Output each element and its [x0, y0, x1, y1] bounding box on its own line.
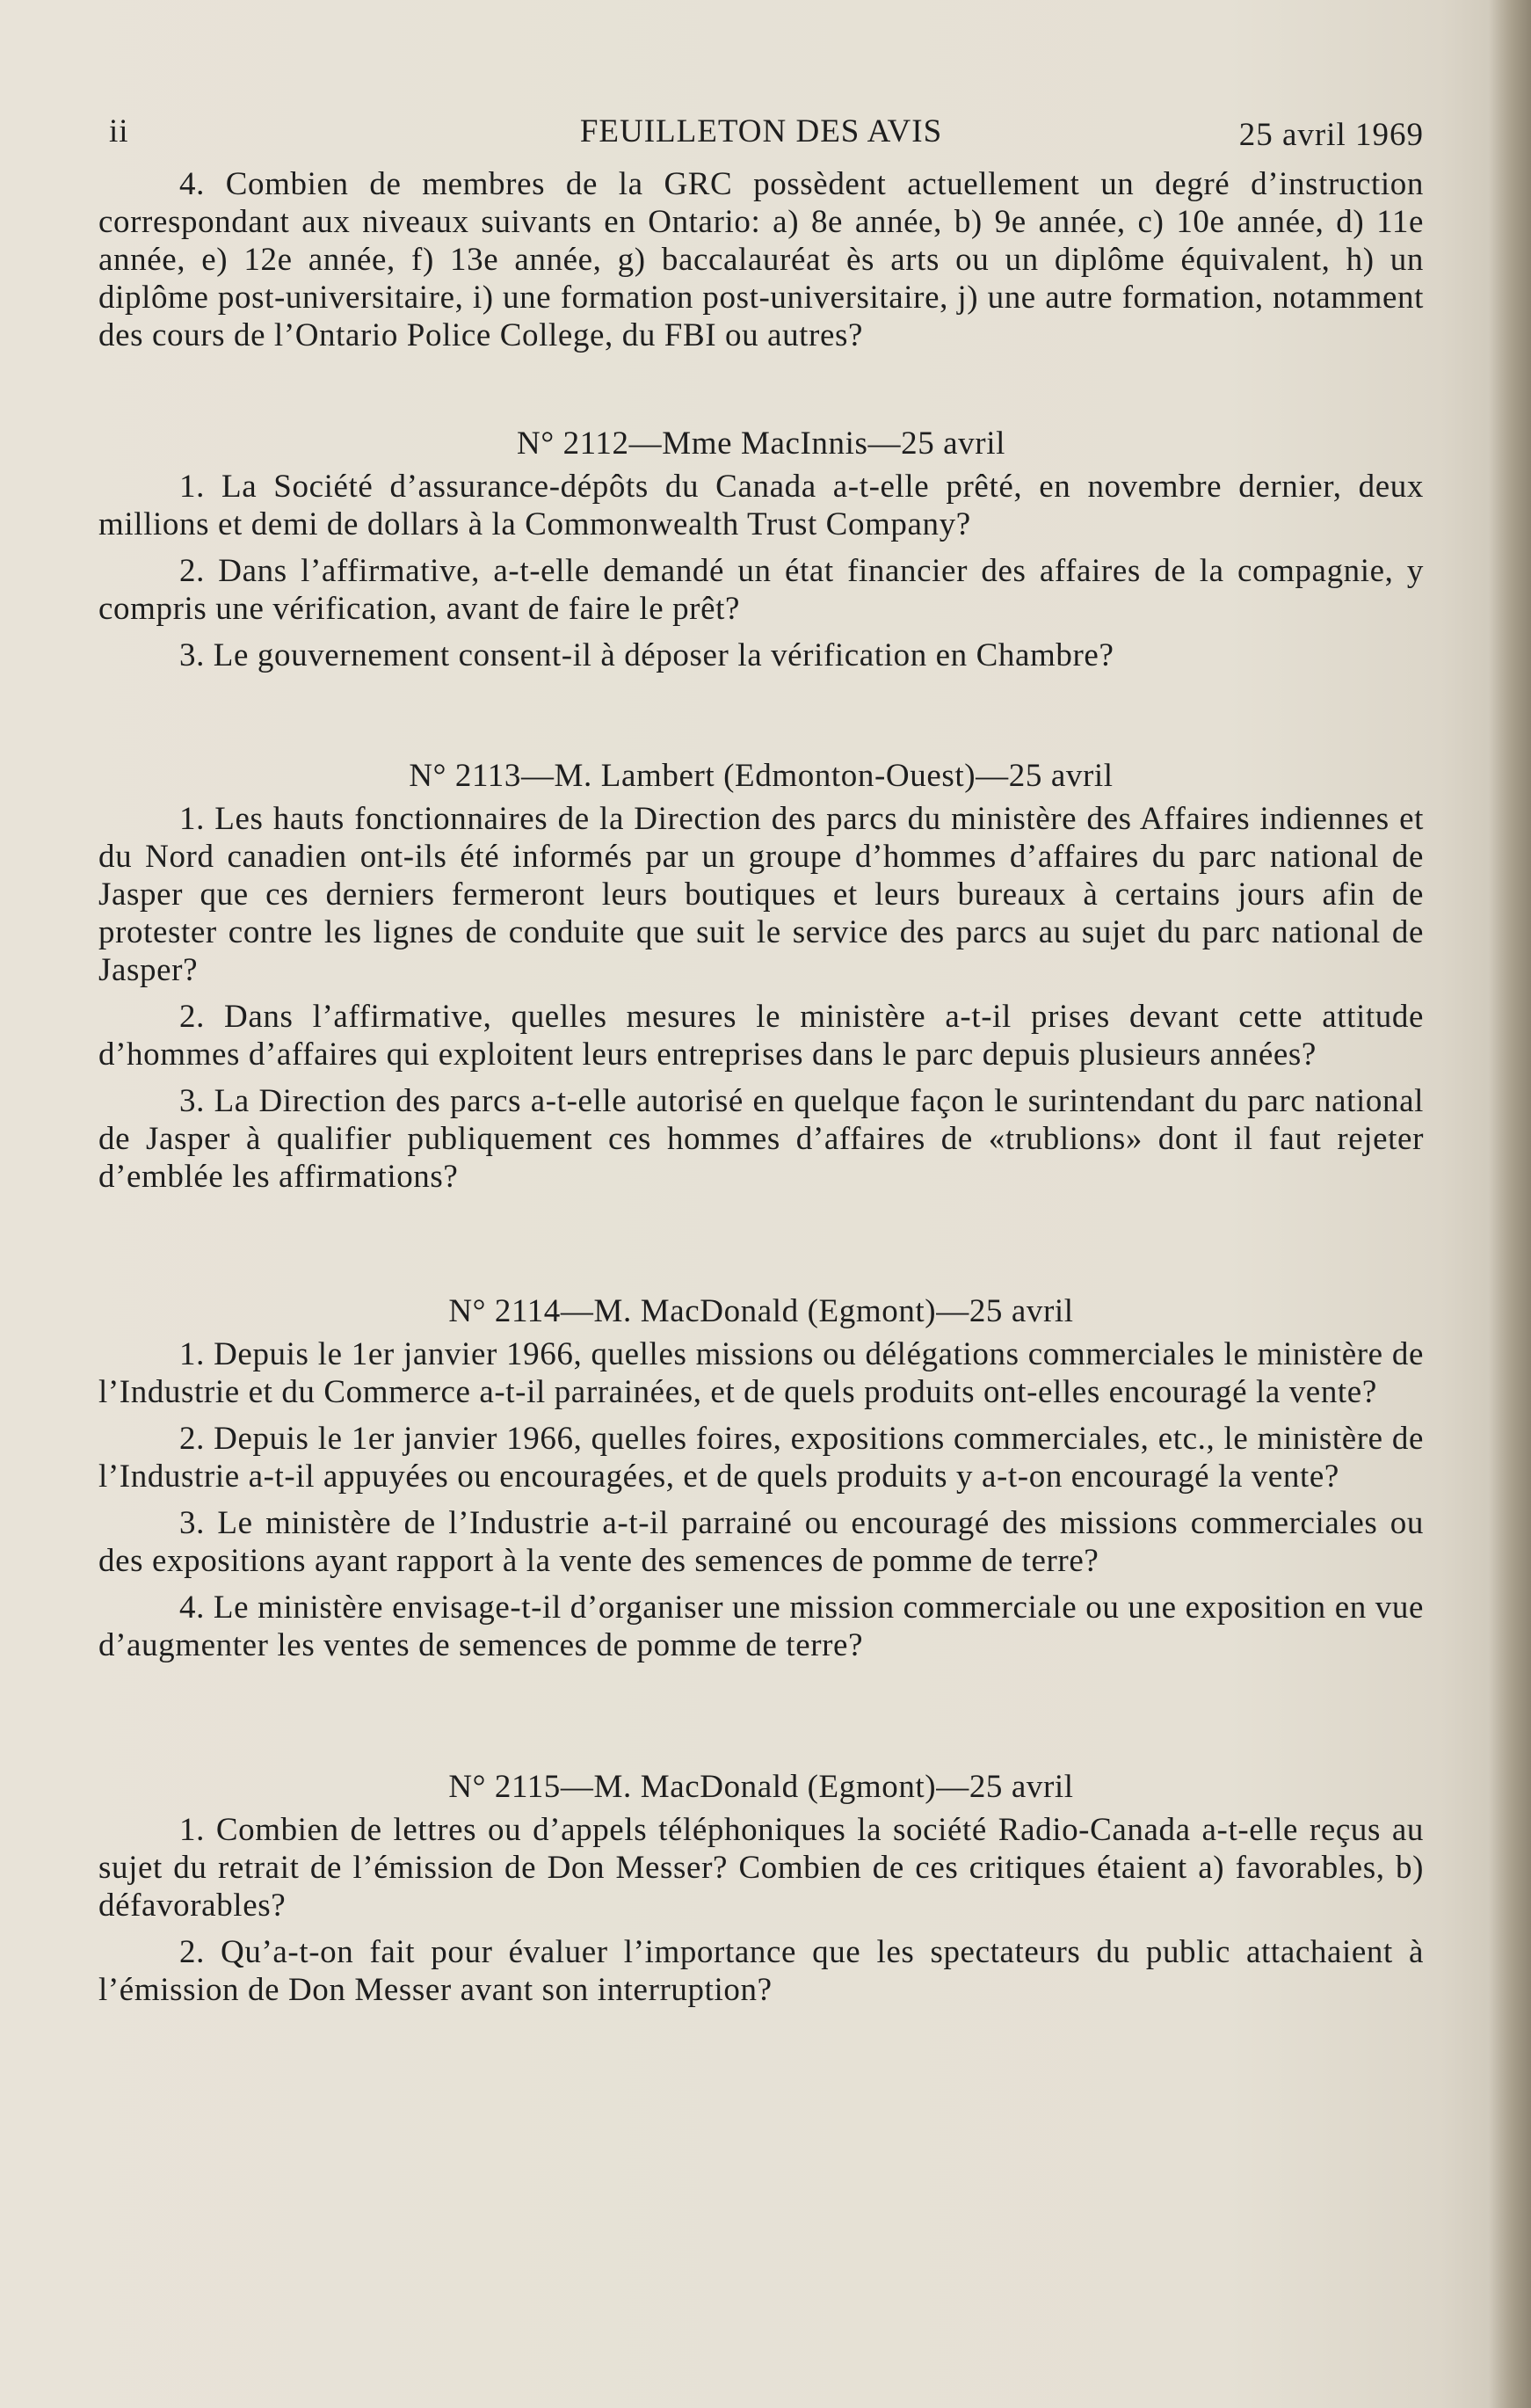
question-item: 2. Depuis le 1er janvier 1966, quelles foires, expositions commerciales, etc., le ministère de l’Industrie a-t-il appuyées ou encouragées, et de quels produits y a-t-on encouragé la vente? — [98, 1421, 1424, 1495]
question-2115 — [98, 1768, 1424, 2009]
question-heading: N° 2113—M. Lambert (Edmonton-Ouest)—25 avril — [409, 758, 1114, 794]
question-heading: N° 2112—Mme MacInnis—25 avril — [517, 426, 1005, 462]
question-item: 3. Le ministère de l’Industrie a-t-il parrainé ou encouragé des missions commerciales ou des expositions ayant rapport à la vente des semences de pomme de terre? — [98, 1505, 1424, 1579]
question-heading: N° 2114—M. MacDonald (Egmont)—25 avril — [448, 1293, 1074, 1329]
running-header — [98, 113, 1424, 165]
page-title: FEUILLETON DES AVIS — [579, 113, 943, 149]
question-heading: N° 2115—M. MacDonald (Egmont)—25 avril — [448, 1769, 1074, 1805]
question-item: 3. La Direction des parcs a-t-elle autorisé en quelque façon le surintendant du parc national de Jasper à qualifier publiquement ces hommes d’affaires de «trublions» dont il faut rejeter d’emblée les affirmations? — [98, 1083, 1424, 1195]
question-item: 3. Le gouvernement consent-il à déposer la vérification en Chambre? — [179, 637, 1114, 673]
page-number: ii — [109, 113, 129, 149]
question-2113 — [98, 757, 1424, 1196]
question-item: 1. Combien de lettres ou d’appels téléphoniques la société Radio-Canada a-t-elle reçus au sujet du retrait de l’émission de Don Messer? Combien de ces critiques étaient a) favorables, b) défavorables? — [98, 1812, 1424, 1924]
question-paragraph: 4. Combien de membres de la GRC possèdent actuellement un degré d’instruction correspondant aux niveaux suivants en Ontario: a) 8e année, b) 9e année, c) 10e année, d) 11e année, e) 12e année, f) 13e année, g) baccalauréat ès arts ou un diplôme équivalent, h) un diplôme post-universitaire, i) une formation post-universitaire, j) une autre formation, notamment des cours de l’Ontario Police College, du FBI ou autres? — [98, 166, 1424, 353]
page-content — [98, 113, 1424, 2018]
question-item: 4. Le ministère envisage-t-il d’organiser une mission commerciale ou une exposition en vue d’augmenter les ventes de semences de pomme de terre? — [98, 1590, 1424, 1663]
question-2112 — [98, 425, 1424, 674]
page-edge-shadow — [1489, 0, 1531, 2408]
question-item: 1. La Société d’assurance-dépôts du Canada a-t-elle prêté, en novembre dernier, deux millions et demi de dollars à la Commonwealth Trust Company? — [98, 469, 1424, 542]
question-item: 2. Qu’a-t-on fait pour évaluer l’importance que les spectateurs du public attachaient à l’émission de Don Messer avant son interruption? — [98, 1934, 1424, 2008]
question-item: 1. Les hauts fonctionnaires de la Direction des parcs du ministère des Affaires indiennes et du Nord canadien ont-ils été informés par un groupe d’hommes d’affaires du parc national de Jasper que ces derniers fermeront leurs boutiques et leurs bureaux à certains jours afin de protester contre les lignes de conduite que suit le service des parcs au sujet du parc national de Jasper? — [98, 801, 1424, 988]
question-item: 2. Dans l’affirmative, a-t-elle demandé un état financier des affaires de la compagnie, y compris une vérification, avant de faire le prêt? — [98, 553, 1424, 627]
question-2114 — [98, 1292, 1424, 1664]
header-date: 25 avril 1969 — [1238, 117, 1424, 153]
question-item: 1. Depuis le 1er janvier 1966, quelles missions ou délégations commerciales le ministère de l’Industrie et du Commerce a-t-il parrainées, et de quels produits ont-elles encouragé la vente? — [98, 1336, 1424, 1410]
question-item: 2. Dans l’affirmative, quelles mesures le ministère a-t-il prises devant cette attitude d’hommes d’affaires qui exploitent leurs entreprises dans le parc depuis plusieurs années? — [98, 999, 1424, 1073]
